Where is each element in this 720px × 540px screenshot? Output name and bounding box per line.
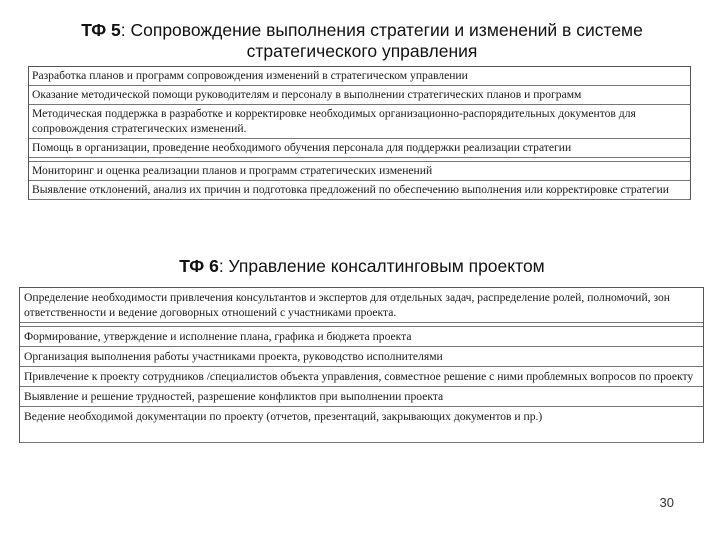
section2-table <box>19 287 704 443</box>
section2-title-text: : Управление консалтинговым проектом <box>218 256 545 276</box>
section2-title <box>20 256 704 277</box>
table-row: Ведение необходимой документации по проекту (отчетов, презентаций, закрывающих документов и пр.) <box>20 407 703 443</box>
table-row: Разработка планов и программ сопровождения изменений в стратегическом управлении <box>29 67 690 86</box>
table-row: Привлечение к проекту сотрудников /специалистов объекта управления, совместное решение с ними проблемных вопросов по проекту <box>20 367 703 387</box>
section1-title-line1: : Сопровождение выполнения стратегии и изменений в системе <box>120 20 643 40</box>
section2-code: ТФ 6 <box>179 256 219 276</box>
section1-table <box>28 66 691 200</box>
table-row: Организация выполнения работы участниками проекта, руководство исполнителями <box>20 347 703 367</box>
table-row: Мониторинг и оценка реализации планов и программ стратегических изменений <box>29 161 690 181</box>
table-row: Определение необходимости привлечения консультантов и экспертов для отдельных задач, распределение ролей, полномочий, зон ответственности и ведение договорных отношений с участниками проекта. <box>20 288 703 323</box>
table-row: Методическая поддержка в разработке и корректировке необходимых организационно-распорядительных документов для сопровождения стратегических изменений. <box>29 105 690 139</box>
page-number: 30 <box>659 495 674 510</box>
table-row: Оказание методической помощи руководителям и персоналу в выполнении стратегических планов и программ <box>29 86 690 105</box>
table-row: Выявление и решение трудностей, разрешение конфликтов при выполнении проекта <box>20 387 703 407</box>
section1-code: ТФ 5 <box>81 20 121 40</box>
table-row: Выявление отклонений, анализ их причин и подготовка предложений по обеспечению выполнения или корректировке стратегии <box>29 181 690 200</box>
section1-title <box>20 20 704 62</box>
table-row: Формирование, утверждение и исполнение плана, графика и бюджета проекта <box>20 326 703 347</box>
section1-title-line2: стратегического управления <box>246 41 478 61</box>
table-row: Помощь в организации, проведение необходимого обучения персонала для поддержки реализации стратегии <box>29 139 690 158</box>
